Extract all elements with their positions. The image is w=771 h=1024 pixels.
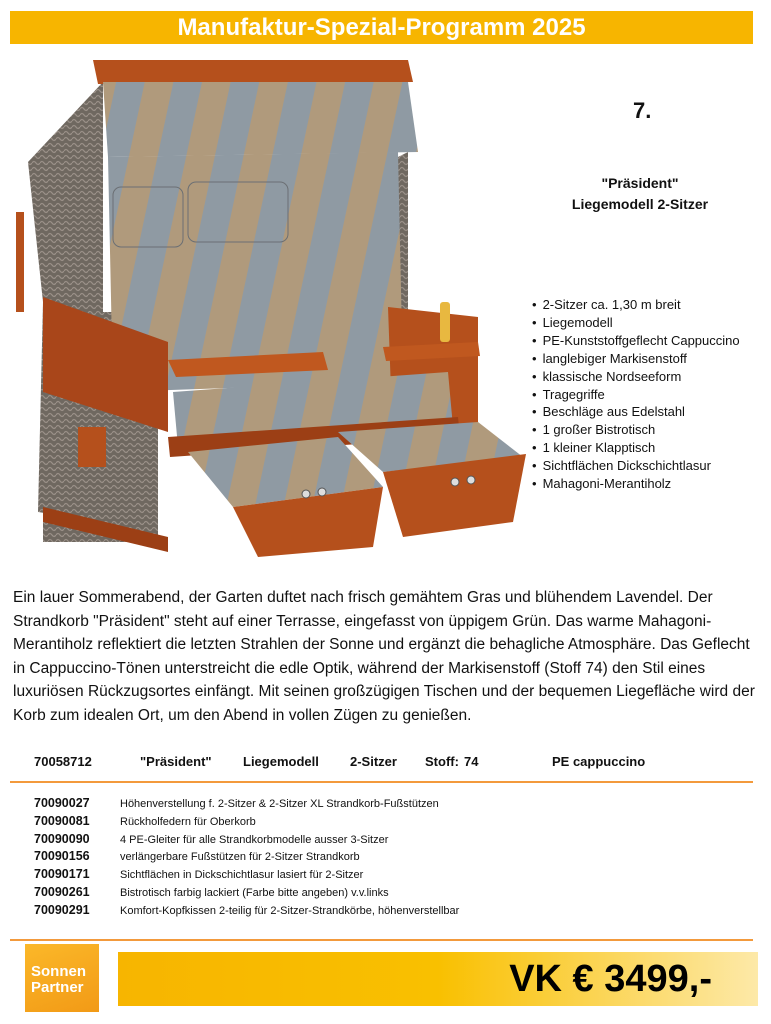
accessory-list <box>34 795 754 920</box>
sonnenpartner-logo <box>25 944 99 1012</box>
accessory-desc: Sichtflächen in Dickschichtlasur lasiert für 2-Sitzer <box>120 869 364 882</box>
price-label: VK € 3499,- <box>509 958 712 1000</box>
accessory-row <box>34 848 754 866</box>
main-item-wicker: PE cappuccino <box>552 754 646 769</box>
accessory-desc: Bistrotisch farbig lackiert (Farbe bitte angeben) v.v.links <box>120 886 389 899</box>
accessory-code: 70090156 <box>34 849 90 864</box>
feature-item: • klassische Nordseeform <box>532 368 740 386</box>
accessory-code: 70090027 <box>34 796 90 810</box>
price-bar <box>118 952 758 1006</box>
main-item-seats: 2-Sitzer <box>350 754 397 769</box>
main-item-row <box>0 754 771 774</box>
feature-item: • PE-Kunststoffgeflecht Cappuccino <box>532 332 740 350</box>
logo-line2: Partner <box>31 979 84 996</box>
separator-line <box>10 939 753 941</box>
feature-item: • 2-Sitzer ca. 1,30 m breit <box>532 296 740 314</box>
feature-item: • Mahagoni-Merantiholz <box>532 475 740 493</box>
accessory-row <box>34 866 754 884</box>
accessory-row <box>34 902 754 920</box>
main-item-code: 70058712 <box>34 754 92 769</box>
main-item-fabric-label: Stoff: <box>425 754 459 769</box>
main-item-name: "Präsident" <box>140 754 212 769</box>
main-item-fabric-value: 74 <box>464 754 479 769</box>
feature-item: • Sichtflächen Dickschichtlasur <box>532 457 740 475</box>
accessory-row <box>34 795 754 813</box>
product-description: Ein lauer Sommerabend, der Garten duftet nach frisch gemähtem Gras und blühendem Lavendel. Der Strandkorb "Präsident" steht auf einer Terrasse, eingefasst von üppigem Grün. Das warme Mahagoni-Merantiholz reflektiert die letzten Strahlen der Sonne und ergänzt die behagliche Atmosphäre. Das Geflecht in Cappuccino-Tönen unterstreicht die edle Optik, während der Markisenstoff (Stoff 74) den Stil eines luxuriösen Rückzugsortes einfängt. Mit seinen großzügigen Tischen und der bequemen Liegefläche wird der Korb zum idealen Ort, um den Abend in vollen Zügen zu genießen. <box>13 589 755 724</box>
feature-item: • Liegemodell <box>532 314 740 332</box>
accessory-desc: 4 PE-Gleiter für alle Strandkorbmodelle ausser 3-Sitzer <box>120 833 389 846</box>
logo-line1: Sonnen <box>31 963 86 980</box>
main-item-model: Liegemodell <box>243 754 319 769</box>
separator-line <box>10 781 753 783</box>
accessory-code: 70090090 <box>34 831 90 846</box>
feature-list <box>532 296 740 493</box>
model-name-line2: Liegemodell 2-Sitzer <box>571 196 709 212</box>
feature-item: • 1 kleiner Klapptisch <box>532 439 740 457</box>
accessory-code: 70090261 <box>34 884 90 899</box>
feature-item: • Tragegriffe <box>532 386 740 404</box>
feature-item: • langlebiger Markisenstoff <box>532 350 740 368</box>
catalog-number: 7. <box>633 98 652 123</box>
accessory-code: 70090291 <box>34 902 90 917</box>
accessory-desc: Höhenverstellung f. 2-Sitzer & 2-Sitzer XL Strandkorb-Fußstützen <box>120 798 439 810</box>
accessory-desc: verlängerbare Fußstützen für 2-Sitzer Strandkorb <box>120 851 360 864</box>
page-banner-title: Manufaktur-Spezial-Programm 2025 <box>10 11 753 44</box>
accessory-row <box>34 884 754 902</box>
feature-item: • Beschläge aus Edelstahl <box>532 403 740 421</box>
accessory-row <box>34 831 754 849</box>
feature-item: • 1 großer Bistrotisch <box>532 421 740 439</box>
accessory-code: 70090171 <box>34 867 90 882</box>
strandkorb-product-image <box>8 52 538 572</box>
accessory-desc: Komfort-Kopfkissen 2-teilig für 2-Sitzer-Strandkörbe, höhenverstellbar <box>120 904 460 917</box>
model-name-line1: "Präsident" <box>601 175 679 191</box>
accessory-row <box>34 813 754 831</box>
model-name <box>540 173 740 215</box>
accessory-code: 70090081 <box>34 813 90 828</box>
accessory-desc: Rückholfedern für Oberkorb <box>120 815 256 828</box>
